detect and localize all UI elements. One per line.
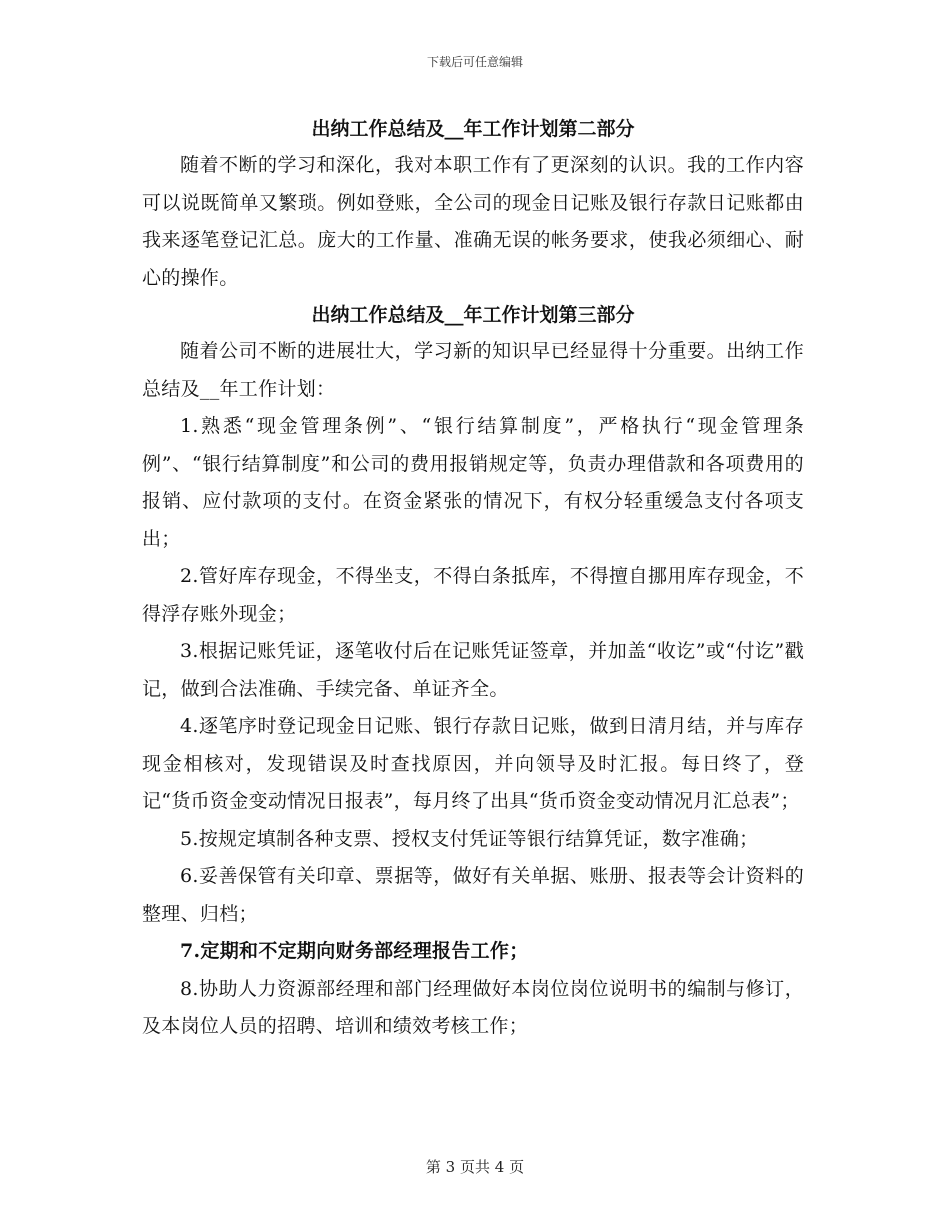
paragraph: 随着不断的学习和深化，我对本职工作有了更深刻的认识。我的工作内容可以说既简单又繁琐。例如登账，全公司的现金日记账及银行存款日记账都由我来逐笔登记汇总。庞大的工作量、准确无误的帐务要求，使我必须细心、耐心的操作。 — [142, 154, 804, 289]
list-item: 3.根据记账凭证，逐笔收付后在记账凭证签章，并加盖“收讫”或“付讫”戳记，做到合法准确、手续完备、单证齐全。 — [142, 640, 804, 700]
list-item: 7.定期和不定期向财务部经理报告工作； — [180, 940, 529, 962]
list-item: 5.按规定填制各种支票、授权支付凭证等银行结算凭证，数字准确； — [180, 827, 759, 850]
list-item: 4.逐笔序时登记现金日记账、银行存款日记账，做到日清月结，并与库存现金相核对，发现错误及时查找原因，并向领导及时汇报。每日终了，登记“货币资金变动情况日报表”，每月终了出具“货币资金变动情况月汇总表”； — [142, 715, 804, 812]
paragraph: 随着公司不断的进展壮大，学习新的知识早已经显得十分重要。出纳工作总结及__年工作计划： — [142, 340, 804, 400]
list-item: 6.妥善保管有关印章、票据等，做好有关单据、账册、报表等会计资料的整理、归档； — [142, 865, 804, 925]
document-body — [142, 111, 804, 1046]
header-note: 下载后可任意编辑 — [426, 55, 523, 69]
list-item: 8.协助人力资源部经理和部门经理做好本岗位岗位说明书的编制与修订，及本岗位人员的招聘、培训和绩效考核工作； — [142, 977, 804, 1037]
list-item: 1.熟悉“现金管理条例”、“银行结算制度”，严格执行“现金管理条例”、“银行结算制度”和公司的费用报销规定等，负责办理借款和各项费用的报销、应付款项的支付。在资金紧张的情况下，有权分轻重缓急支付各项支出； — [142, 415, 804, 550]
page-number: 第 3 页共 4 页 — [425, 1158, 525, 1176]
list-item: 2.管好库存现金，不得坐支，不得白条抵库，不得擅自挪用库存现金，不得浮存账外现金； — [142, 565, 804, 625]
section-heading: 出纳工作总结及__年工作计划第三部分 — [311, 304, 635, 326]
section-heading: 出纳工作总结及__年工作计划第二部分 — [311, 118, 635, 140]
